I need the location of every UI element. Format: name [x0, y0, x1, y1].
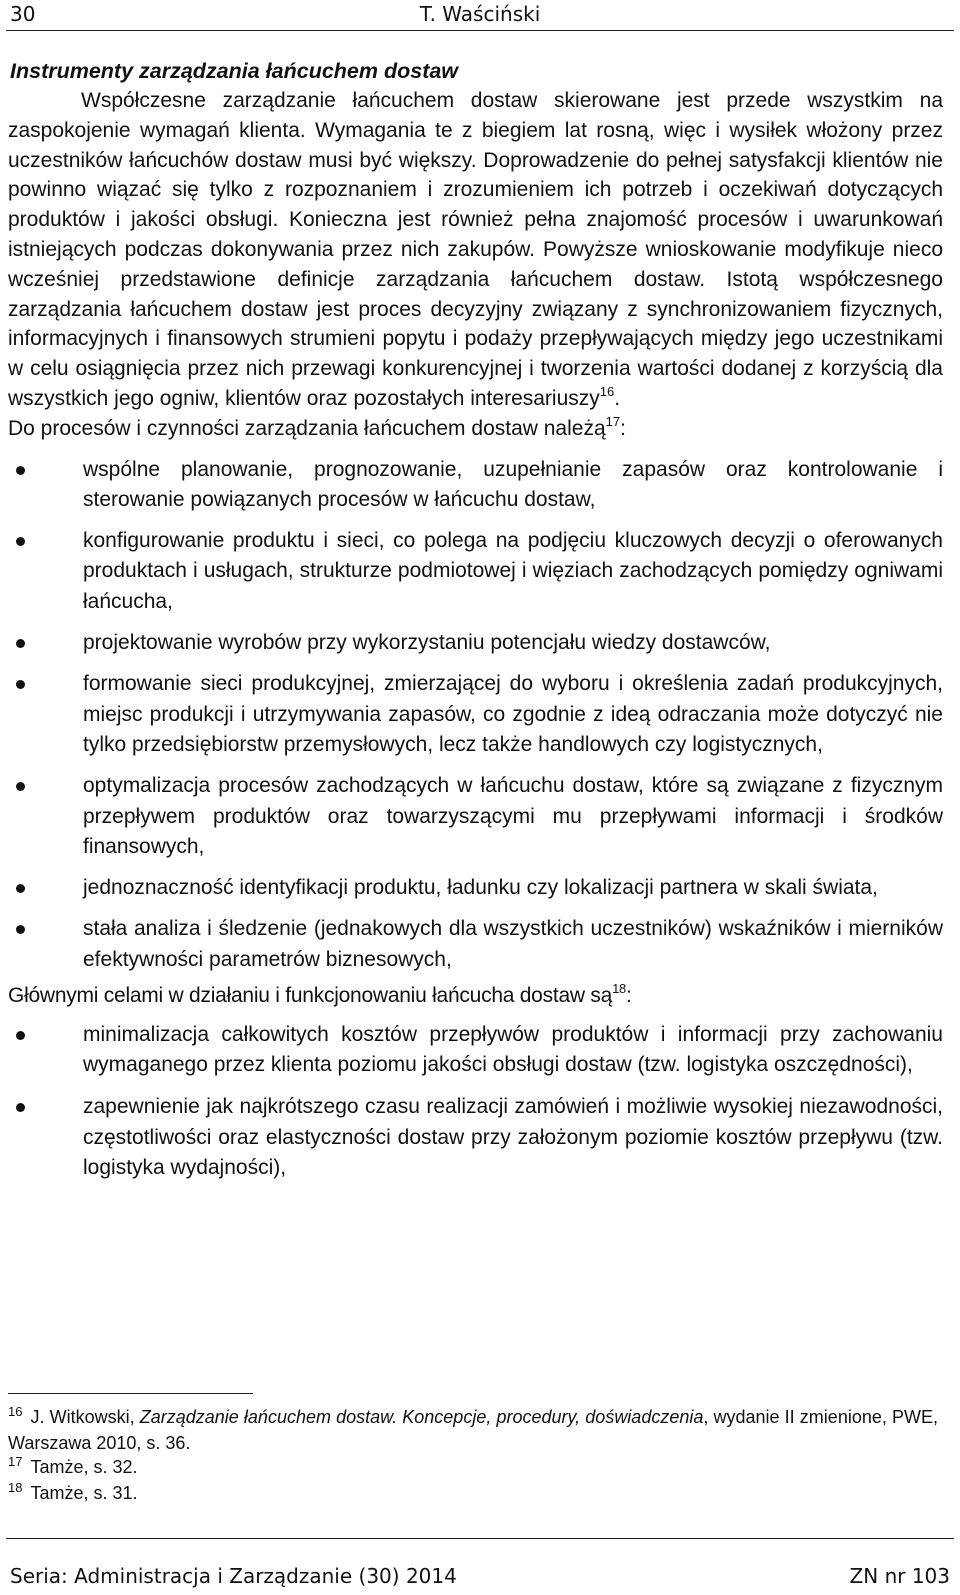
bullet-icon: [16, 537, 25, 546]
footnote: [8, 1405, 938, 1455]
footnote-number: 16: [8, 1404, 23, 1419]
list-item-text: zapewnienie jak najkrótszego czasu realizacji zamówień i możliwie wysokiej niezawodności, częstotliwości oraz elastyczności dostaw przy założonym poziomie kosztów przepływu (tzw. logistyka wydajności),: [83, 1095, 943, 1179]
footnote: [8, 1455, 938, 1481]
footnote: [8, 1481, 938, 1507]
bullet-icon: [16, 1103, 25, 1112]
list-item-text: optymalizacja procesów zachodzących w łańcuchu dostaw, które są związane z fizycznym przepływem produktów oraz towarzyszącymi mu przepływami informacji i środków finansowych,: [83, 774, 943, 858]
footnote-number: 17: [8, 1454, 23, 1469]
bullet-icon: [16, 1031, 25, 1040]
paragraph-intro: Współczesne zarządzanie łańcuchem dostaw skierowane jest przede wszystkim na zaspokojenie wymagań klienta. Wymagania te z biegiem lat rosną, więc i wysiłek włożony przez uczestników łańcuchów dostaw musi być większy. Doprowadzenie do pełnej satysfakcji klientów nie powinno wiązać się tylko z rozpoznaniem i zrozumieniem ich potrzeb i oczekiwań dotyczących produktów i jakości obsługi. Konieczna jest również pełna znajomość procesów i uwarunkowań istniejących podczas dokonywania przez nich zakupów. Powyższe wnioskowanie modyfikuje nieco wcześniej przedstawione definicje zarządzania łańcuchem dostaw. Istotą współczesnego zarządzania łańcuchem dostaw jest proces decyzyjny związany z synchronizowaniem fizycznych, informacyjnych i finansowych strumieni popytu i podaży przepływających między jego uczestnikami w celu osiągnięcia przez nich przewagi konkurencyjnej i tworzenia wartości dodanej z korzyścią dla wszystkich jego ogniw, klientów oraz pozostałych interesariuszy$^{16}$.: [8, 89, 943, 410]
running-head-author: T. Waściński: [419, 2, 541, 26]
page-body: [8, 56, 943, 1195]
list-item: [8, 455, 943, 516]
list-item: [8, 771, 943, 862]
list-item: [8, 873, 943, 903]
bullet-icon: [16, 466, 25, 475]
bullet-icon: [16, 925, 25, 934]
list-item: [8, 526, 943, 617]
list-item-text: jednoznaczność identyfikacji produktu, ładunku czy lokalizacji partnera w skali świata,: [83, 876, 878, 900]
list-item: [8, 914, 943, 975]
bullet-icon: [16, 639, 25, 648]
list-item-text: projektowanie wyrobów przy wykorzystaniu potencjału wiedzy dostawców,: [83, 631, 771, 655]
processes-list: [8, 455, 943, 975]
list-item-text: konfigurowanie produktu i sieci, co polega na podjęciu kluczowych decyzji o oferowanych produktach i usługach, strukturze podmiotowej i więziach zachodzących pomiędzy ogniwami łańcucha,: [83, 529, 943, 613]
list-item-text: minimalizacja całkowitych kosztów przepływów produktów i informacji przy zachowaniu wymaganego przez klienta poziomu jakości obsługi dostaw (tzw. logistyka oszczędności),: [83, 1022, 943, 1077]
list-item: [8, 669, 943, 760]
footnote-number: 18: [8, 1480, 23, 1495]
bullet-icon: [16, 782, 25, 791]
bullet-icon: [16, 680, 25, 689]
section-title: Instrumenty zarządzania łańcuchem dostaw: [10, 59, 459, 83]
bullet-icon: [16, 884, 25, 893]
page-footer: [6, 1538, 954, 1589]
list-item: [8, 1092, 943, 1183]
list-item: [8, 1020, 943, 1081]
page-number: 30: [10, 2, 36, 26]
list-item: [8, 628, 943, 658]
page-header: [6, 0, 954, 31]
footnote-text: Tamże, s. 32.: [30, 1457, 138, 1477]
paragraph-processes-intro: Do procesów i czynności zarządzania łańcuchem dostaw należą$^{17}$:: [8, 413, 626, 440]
footnote-text: J. Witkowski, Zarządzanie łańcuchem dostaw. Koncepcje, procedury, doświadczenia, wydanie II zmienione, PWE, Warszawa 2010, s. 36.: [8, 1407, 938, 1453]
list-item-text: wspólne planowanie, prognozowanie, uzupełnianie zapasów oraz kontrolowanie i sterowanie powiązanych procesów w łańcuchu dostaw,: [83, 457, 943, 511]
journal-series: Seria: Administracja i Zarządzanie (30) 2014: [10, 1564, 457, 1588]
footnote-text: Tamże, s. 31.: [30, 1483, 138, 1503]
paragraph-goals-intro: Głównymi celami w działaniu i funkcjonowaniu łańcucha dostaw $są^{18}$:: [8, 981, 632, 1008]
list-item-text: stała analiza i śledzenie (jednakowych dla wszystkich uczestników) wskaźników i mierników efektywności parametrów biznesowych,: [83, 917, 943, 971]
footnote-separator: [8, 1393, 253, 1394]
goals-list: [8, 1020, 943, 1183]
footnotes: [8, 1405, 938, 1507]
list-item-text: formowanie sieci produkcyjnej, zmierzającej do wyboru i określenia zadań produkcyjnych, miejsc produkcji i utrzymywania zapasów, co zgodnie z ideą odraczania może dotyczyć nie tylko przedsiębiorstw przemysłowych, lecz także handlowych czy logistycznych,: [83, 672, 943, 756]
issue-number: ZN nr 103: [849, 1564, 950, 1588]
